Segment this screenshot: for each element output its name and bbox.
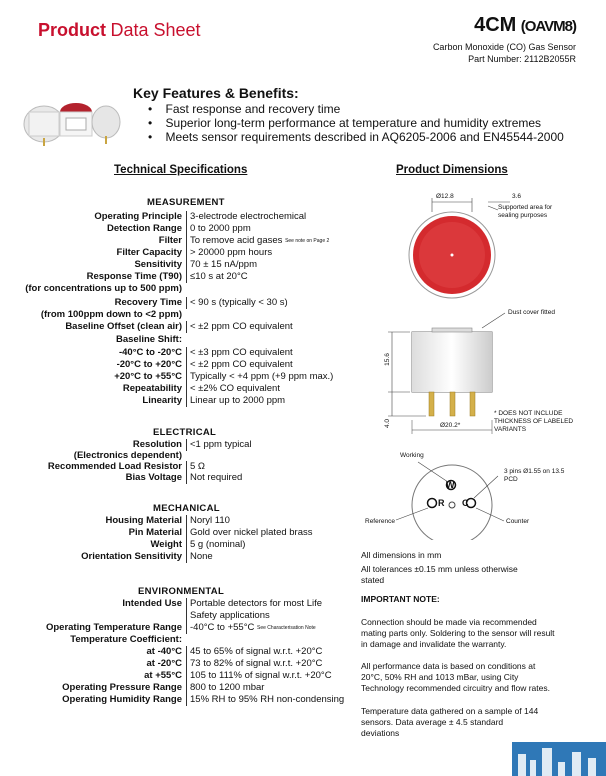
- spec-row: at -40°C 45 to 65% of signal w.r.t. +20°C: [146, 646, 323, 657]
- spec-row: Filter To remove acid gases $^{See note on Page 2}$: [158, 235, 330, 246]
- spec-row: Linearity Linear up to 2000 ppm: [142, 395, 286, 406]
- not-include-note: * DOES NOT INCLUDE THICKNESS OF LABELED VARIANTS: [494, 410, 574, 433]
- feature-item: • Superior long-term performance at temperature and humidity extremes: [148, 116, 542, 130]
- spec-row: Housing Material Noryl 110: [105, 515, 230, 526]
- important-note-title: IMPORTANT NOTE:: [361, 594, 440, 604]
- environmental-title: ENVIRONMENTAL: [138, 586, 225, 597]
- model-title: [474, 14, 576, 37]
- measurement-table: [0, 211, 360, 411]
- spec-row: Safety applications: [0, 610, 360, 622]
- spec-row: Filter Capacity > 20000 ppm hours: [116, 247, 273, 258]
- features-list: [148, 102, 564, 144]
- spec-row: -40°C to -20°C < ±3 ppm CO equivalent: [118, 347, 293, 358]
- spec-row: +20°C to +55°C Typically < +4 ppm (+9 ppm max.): [114, 371, 334, 382]
- electrical-table: [0, 439, 360, 489]
- spec-row: Baseline Offset (clean air) < ±2 ppm CO equivalent: [65, 321, 293, 332]
- environmental-table: [0, 598, 360, 710]
- supported-area-label: Supported area for sealing purposes: [498, 204, 553, 219]
- spec-row: Response Time (T90) ≤10 s at 20°C: [86, 271, 248, 282]
- reference-label: Reference: [365, 518, 395, 525]
- pin-c-label: C: [462, 498, 469, 508]
- electrical-title: ELECTRICAL: [153, 427, 217, 438]
- mechanical-title: MECHANICAL: [153, 503, 220, 514]
- spec-row: Recommended Load Resistor 5 Ω: [47, 461, 206, 472]
- spec-row: Sensitivity 70 ± 15 nA/ppm: [134, 259, 258, 270]
- dim-body-diameter: Ø20.2*: [440, 422, 461, 429]
- important-note-1: Connection should be made via recommended mating parts only. Soldering to the sensor will result in damage and invalidate the warranty.: [361, 617, 555, 649]
- spec-row: Intended Use Portable detectors for most Life: [122, 598, 323, 609]
- spec-row: Detection Range 0 to 2000 ppm: [107, 223, 251, 234]
- features-title: Key Features & Benefits:: [133, 85, 299, 101]
- pin-w-label: W: [446, 480, 455, 490]
- spec-row: (for concentrations up to 500 ppm): [25, 283, 182, 294]
- spec-row: Bias Voltage Not required: [125, 472, 243, 483]
- tech-specs-title: Technical Specifications: [114, 164, 248, 176]
- spec-row: Weight 5 g (nominal): [150, 539, 246, 550]
- city-logo-graphic: [512, 742, 606, 776]
- header-title: [38, 20, 201, 41]
- data-sheet-word: Data Sheet: [110, 20, 201, 40]
- spec-row: -20°C to +20°C < ±2 ppm CO equivalent: [116, 359, 293, 370]
- measurement-title: MEASUREMENT: [147, 197, 225, 208]
- subtitle: Carbon Monoxide (CO) Gas Sensor: [432, 42, 576, 52]
- dim-top-right: 3.6: [512, 193, 522, 200]
- dim-top-diameter: Ø12.8: [436, 193, 454, 200]
- dust-cover-label: Dust cover fitted: [508, 309, 555, 316]
- spec-row: (from 100ppm down to <2 ppm): [40, 309, 182, 320]
- spec-row: Operating Pressure Range 800 to 1200 mbar: [62, 682, 265, 693]
- counter-label: Counter: [506, 518, 530, 525]
- all-dimensions-note: All dimensions in mm: [361, 550, 442, 560]
- product-word: Product: [38, 20, 107, 40]
- pin-reference: [428, 499, 437, 508]
- important-note-3: Temperature data gathered on a sample of 144 sensors. Data average ± 4.5 standard deviations: [361, 706, 539, 738]
- feature-item: • Fast response and recovery time: [148, 102, 341, 116]
- spec-row: at -20°C 73 to 82% of signal w.r.t. +20°C: [146, 658, 323, 669]
- spec-row: Operating Principle 3-electrode electrochemical: [94, 211, 307, 222]
- dimensions-title: Product Dimensions: [396, 164, 508, 176]
- feature-item: • Meets sensor requirements described in AQ6205-2006 and EN45544-2000: [148, 130, 564, 144]
- model-suffix: (OAVM8): [520, 18, 576, 35]
- spec-row: Operating Humidity Range 15% RH to 95% RH non-condensing: [62, 694, 345, 705]
- important-note-2: All performance data is based on conditions at 20°C, 50% RH and 1013 mBar, using City Technology recommended circuitry and flow rates.: [361, 661, 550, 693]
- pins-note: 3 pins Ø1.55 on 13.5 PCD: [504, 468, 565, 483]
- model: 4CM: [474, 14, 517, 36]
- spec-row: Orientation Sensitivity None: [81, 551, 213, 562]
- spec-row: Pin Material Gold over nickel plated brass: [128, 527, 313, 538]
- dim-height: 15.6: [383, 353, 391, 366]
- working-label: Working: [400, 452, 424, 459]
- spec-row: Baseline Shift:: [116, 334, 182, 345]
- spec-row: Temperature Coefficient:: [70, 634, 182, 645]
- sensor-photo: [14, 88, 124, 148]
- spec-row: (Electronics dependent): [73, 450, 182, 461]
- part-number: Part Number: 2112B2055R: [468, 54, 576, 64]
- tolerances-note: All tolerances ±0.15 mm unless otherwise stated: [361, 564, 518, 585]
- dim-pin-length: 4.0: [384, 418, 392, 429]
- spec-row: Recovery Time < 90 s (typically < 30 s): [114, 297, 288, 308]
- mechanical-table: [0, 515, 360, 565]
- spec-row: Operating Temperature Range -40°C to +55°C $^{See Characterisation Note}$: [45, 622, 316, 633]
- spec-row: Resolution <1 ppm typical: [132, 439, 252, 450]
- spec-row: Repeatability < ±2% CO equivalent: [122, 383, 280, 394]
- dimensions-drawing: [370, 180, 606, 540]
- pin-r-label: R: [438, 498, 445, 508]
- spec-row: at +55°C 105 to 111% of signal w.r.t. +20°C: [144, 670, 332, 681]
